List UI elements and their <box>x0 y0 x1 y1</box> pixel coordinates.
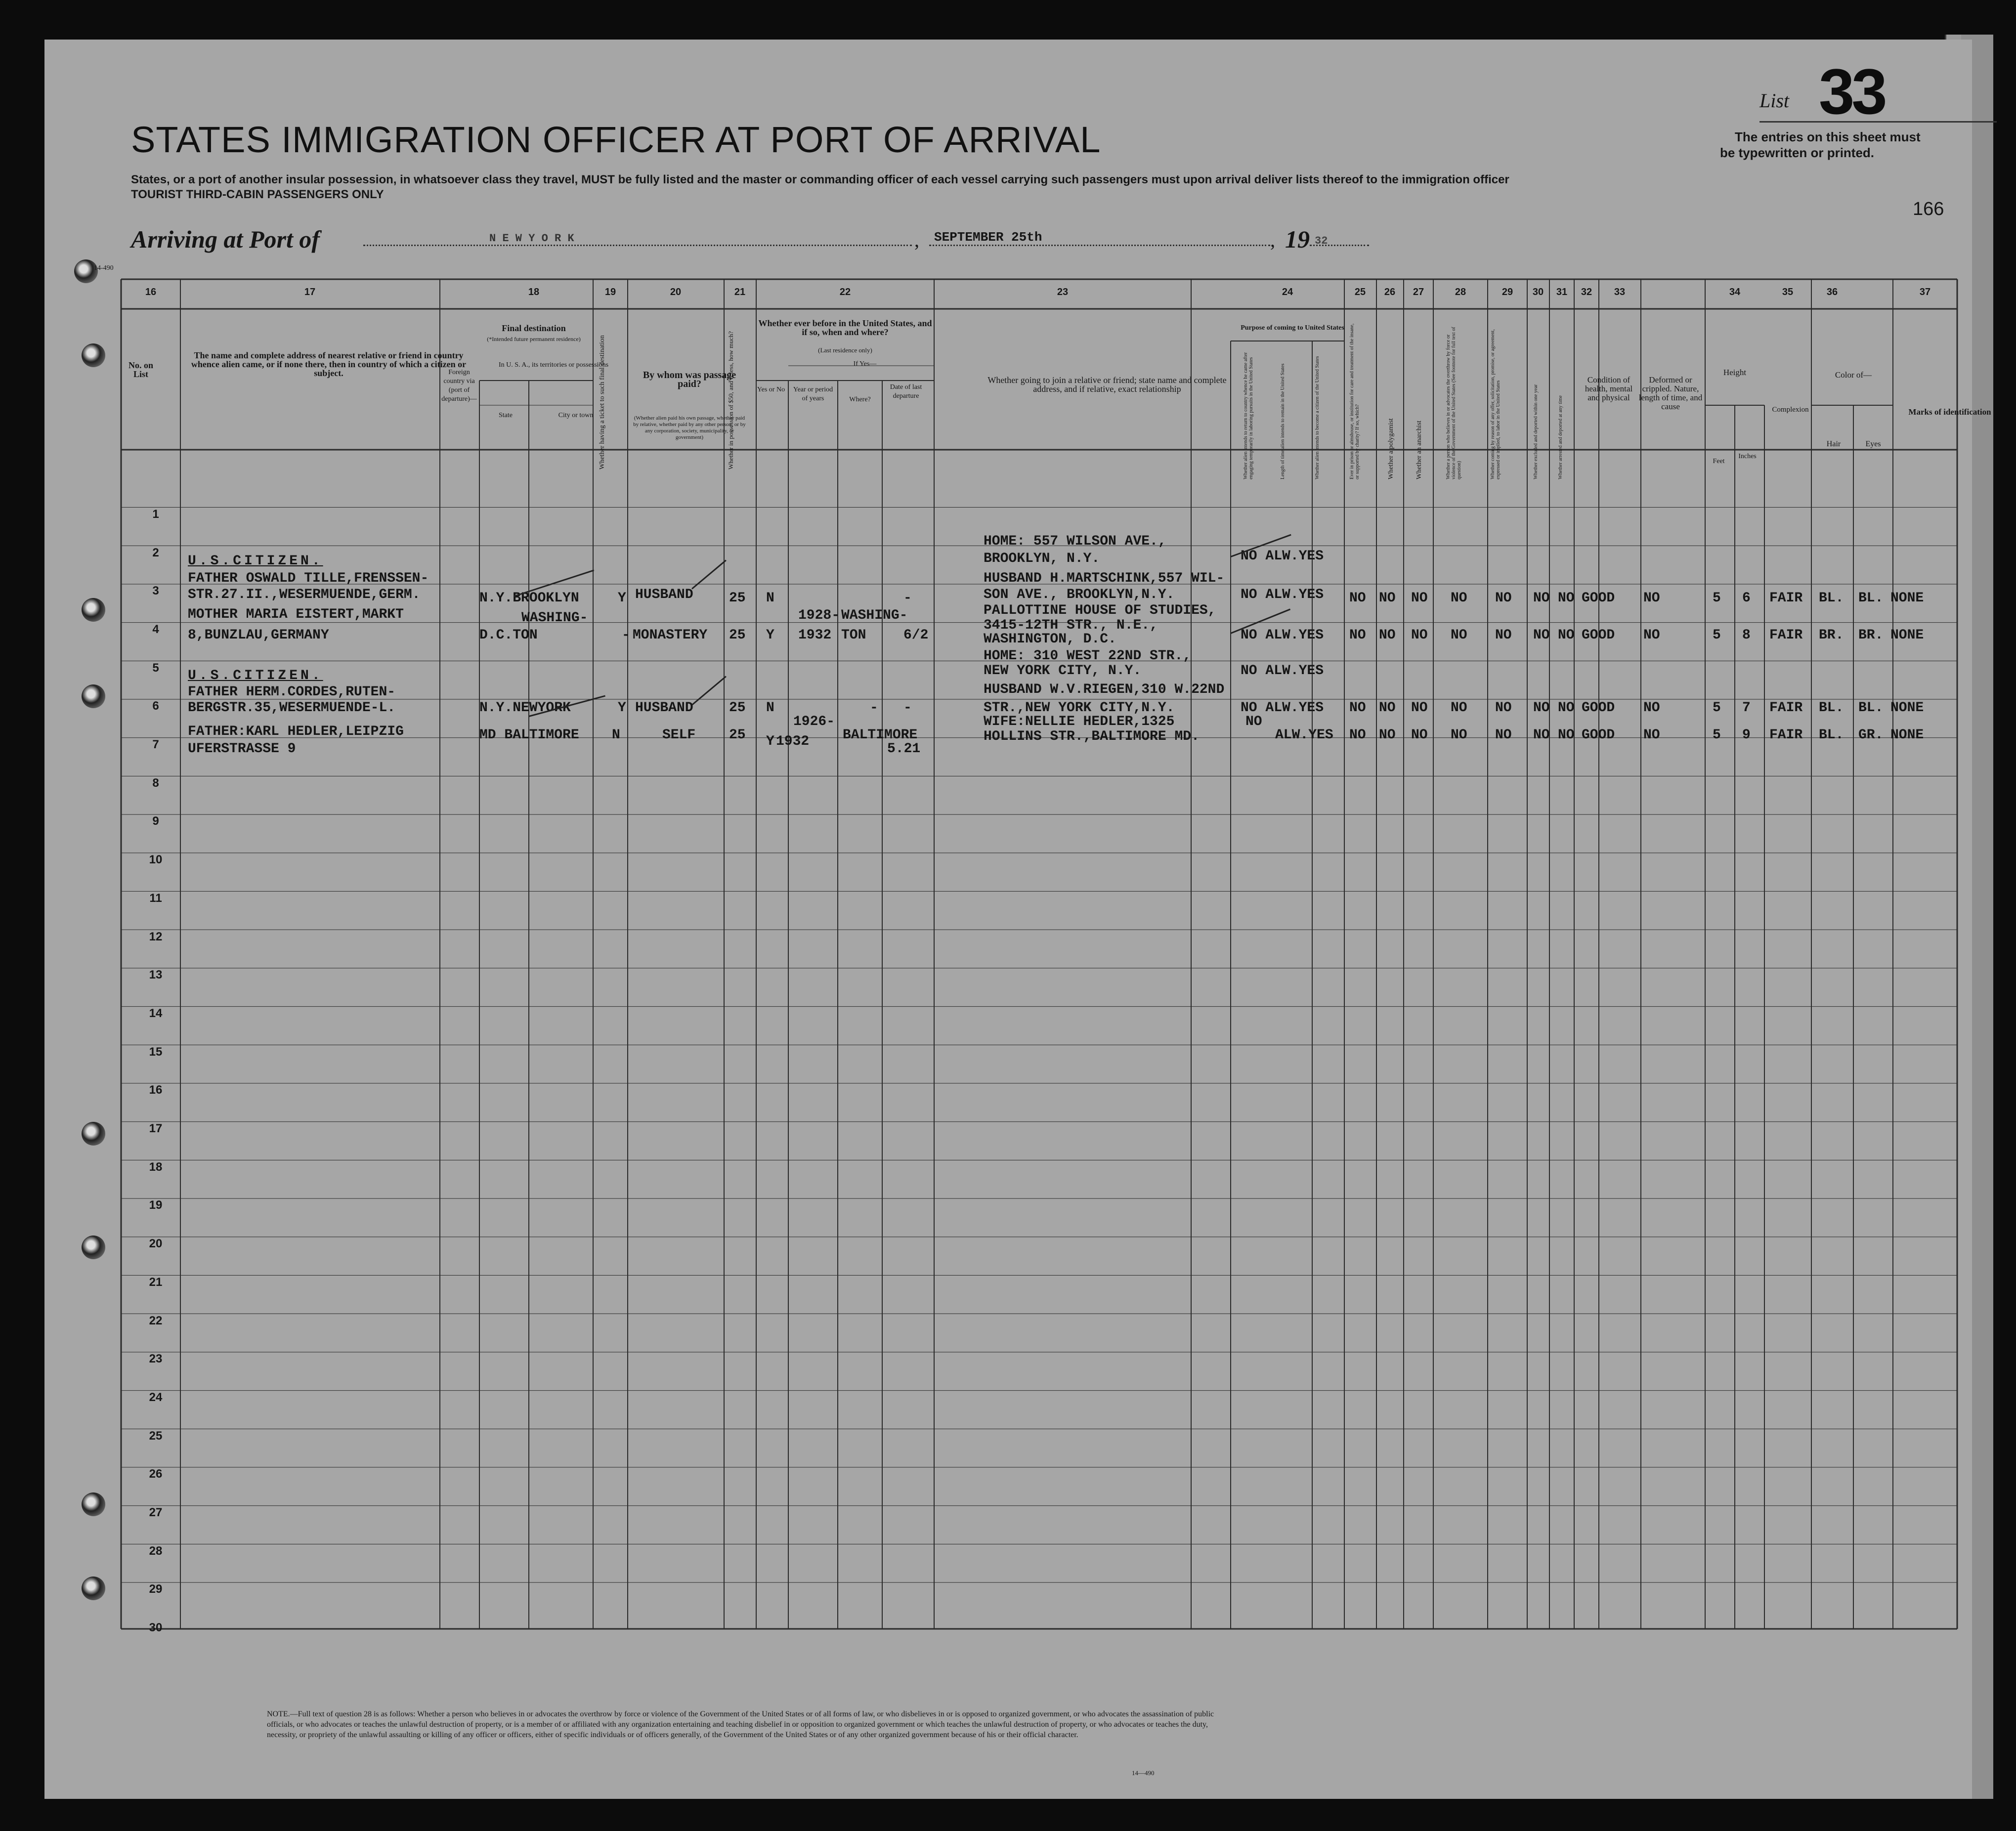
arriving-label: Arriving at Port of <box>131 225 320 253</box>
hdr-complexion: Complexion <box>1772 406 1809 414</box>
marks-value: NONE <box>1890 628 1924 643</box>
destination: D.C.TON <box>479 628 538 643</box>
row-number: 9 <box>152 814 159 828</box>
no-answer: NO <box>1349 591 1366 606</box>
hair-value: BL. <box>1819 591 1844 606</box>
hdr-year-period: Year or period of years <box>793 386 833 402</box>
comma: , <box>914 229 919 251</box>
join-line: HUSBAND H.MARTSCHINK,557 WIL- <box>984 571 1225 586</box>
row-number: 19 <box>149 1198 163 1212</box>
join-line: BROOKLYN, N.Y. <box>984 551 1100 566</box>
no-answer: NO <box>1451 727 1467 743</box>
port-value: N E W Y O R K <box>489 232 574 245</box>
hdr-height: Height <box>1723 368 1747 377</box>
height-inches: 7 <box>1742 700 1751 716</box>
passage-paid: SELF <box>662 727 696 743</box>
hdr-in-usa: In U. S. A., its territories or possessions <box>498 361 609 369</box>
column-number: 30 <box>1532 287 1544 298</box>
ever-before-years: 1928- <box>798 608 840 623</box>
row-number: 27 <box>149 1506 163 1520</box>
hdr-date-departure: Date of last departure <box>890 383 922 400</box>
no-answer: NO <box>1533 591 1550 606</box>
column-number: 26 <box>1384 287 1396 298</box>
ever-before-where: - <box>870 700 878 716</box>
join-line: HUSBAND W.V.RIEGEN,310 W.22ND <box>984 682 1225 697</box>
marks-value: NONE <box>1890 727 1924 743</box>
hdr-city: City or town <box>558 412 594 419</box>
row-number: 13 <box>149 968 163 982</box>
ticket-value: Y <box>618 700 626 716</box>
health-value: GOOD <box>1582 700 1615 716</box>
relative-line: FATHER HERM.CORDES,RUTEN- <box>188 684 396 700</box>
join-line: STR.,NEW YORK CITY,N.Y. <box>984 700 1175 716</box>
column-number: 27 <box>1413 287 1424 298</box>
ever-before-departure: - <box>903 591 912 606</box>
page-number: 166 <box>1913 199 1944 219</box>
row-number: 25 <box>149 1429 163 1443</box>
row-number: 2 <box>152 546 159 559</box>
relative-line: U.S.CITIZEN. <box>188 554 323 569</box>
no-answer: NO <box>1495 591 1512 606</box>
join-line: PALLOTTINE HOUSE OF STUDIES, <box>984 603 1216 618</box>
row-number: 5 <box>152 661 159 675</box>
row-number: 10 <box>149 853 163 867</box>
ever-before-years: 1932 <box>798 628 832 643</box>
hdr-passage-paid: By whom was passage paid? <box>643 370 736 389</box>
purpose-answers: NO <box>1245 714 1262 729</box>
row-number: 12 <box>149 930 163 943</box>
column-number: 32 <box>1581 287 1592 298</box>
deformed-value: NO <box>1643 591 1660 606</box>
comma: , <box>1270 229 1275 251</box>
money-value: 25 <box>729 727 746 743</box>
ticket-value: Y <box>618 591 626 606</box>
column-number: 29 <box>1501 287 1513 298</box>
join-line: SON AVE., BROOKLYN,N.Y. <box>984 587 1175 602</box>
row-number: 28 <box>149 1544 163 1558</box>
hair-value: BR. <box>1819 628 1844 643</box>
no-answer: NO <box>1558 628 1575 643</box>
row-number: 23 <box>149 1352 163 1366</box>
destination: N.Y.BROOKLYN <box>479 591 579 606</box>
health-value: GOOD <box>1582 628 1615 643</box>
passage-paid: HUSBAND <box>635 587 693 602</box>
hdr-join-relative: Whether going to join a relative or friend; state name and complete address, and if relative, exact relationship <box>987 375 1227 394</box>
passage-paid: MONASTERY <box>633 628 708 643</box>
no-answer: NO <box>1495 700 1512 716</box>
hdr-purpose: Purpose of coming to United States <box>1241 324 1344 332</box>
hdr-feet: Feet <box>1713 458 1725 465</box>
complexion-value: FAIR <box>1769 628 1803 643</box>
height-inches: 8 <box>1742 628 1751 643</box>
passage-paid: HUSBAND <box>635 700 693 716</box>
ever-before-years: 1932 <box>776 734 810 749</box>
eyes-value: BL. <box>1858 700 1884 716</box>
money-value: 25 <box>729 628 746 643</box>
health-value: GOOD <box>1582 591 1615 606</box>
row-number: 30 <box>149 1621 163 1635</box>
join-line: WASHINGTON, D.C. <box>984 632 1116 647</box>
ever-before-departure: 6/2 <box>903 628 929 643</box>
no-answer: NO <box>1411 591 1428 606</box>
ever-before-years: 1926- <box>793 714 835 729</box>
no-answer: NO <box>1558 700 1575 716</box>
relative-line: FATHER:KARL HEDLER,LEIPZIG <box>188 724 404 739</box>
purpose-answers: NO ALW.YES <box>1241 700 1324 716</box>
row-number: 16 <box>149 1083 163 1097</box>
no-answer: NO <box>1379 727 1396 743</box>
no-answer: NO <box>1495 628 1512 643</box>
column-number: 25 <box>1354 287 1366 298</box>
ever-before-yes-no: Y <box>766 734 774 749</box>
no-answer: NO <box>1349 700 1366 716</box>
destination: WASHING- <box>521 610 588 626</box>
no-answer: NO <box>1379 700 1396 716</box>
passenger-class: TOURIST THIRD-CABIN PASSENGERS ONLY <box>131 188 384 201</box>
entries-note-2: be typewritten or printed. <box>1720 145 1875 160</box>
column-number: 33 <box>1614 287 1626 298</box>
eyes-value: GR. <box>1858 727 1884 743</box>
hdr-polygamist: Whether a polygamist <box>1387 418 1395 479</box>
hdr-ticket: Whether having a ticket to such final destination <box>599 335 606 469</box>
no-answer: NO <box>1379 628 1396 643</box>
manifest-sheet <box>44 40 1991 1799</box>
height-inches: 6 <box>1742 591 1751 606</box>
hdr-marks: Marks of identification <box>1908 407 1991 417</box>
join-line: HOLLINS STR.,BALTIMORE MD. <box>984 729 1200 744</box>
row-number: 24 <box>149 1390 163 1404</box>
no-answer: NO <box>1558 727 1575 743</box>
row-number: 15 <box>149 1045 163 1059</box>
purpose-answers: NO ALW.YES <box>1241 663 1324 679</box>
form-instructions: States, or a port of another insular possession, in whatsoever class they travel, MUST be fully listed and the master or commanding officer of each vessel carrying such passengers must upon arrival deliver lists thereof to the immigration officer <box>131 173 1509 186</box>
ever-before-where: WASHING- <box>841 608 908 623</box>
hdr-q30: Whether excluded and deported within one year <box>1533 384 1539 479</box>
column-number: 31 <box>1556 287 1568 298</box>
column-number: 37 <box>1919 287 1931 298</box>
join-line: HOME: 310 WEST 22ND STR., <box>984 648 1192 664</box>
hair-value: BL. <box>1819 727 1844 743</box>
no-answer: NO <box>1349 727 1366 743</box>
hdr-final-destination: Final destination <box>502 323 566 333</box>
hdr-q31: Whether arrested and deported at any time <box>1558 395 1563 479</box>
height-feet: 5 <box>1713 591 1721 606</box>
hdr-passage-note: (Whether alien paid his own passage, whether paid by relative, whether paid by any other person, or by any corporation, society, municipality, or government) <box>633 415 746 440</box>
height-inches: 9 <box>1742 727 1751 743</box>
form-code: 14-490 <box>94 264 114 272</box>
column-number: 23 <box>1057 287 1069 298</box>
hdr-state: State <box>499 412 513 419</box>
ever-before-yes-no: N <box>766 591 774 606</box>
no-answer: NO <box>1411 700 1428 716</box>
row-number: 21 <box>149 1275 163 1289</box>
hdr-final-destination-note: (*Intended future permanent residence) <box>487 336 581 342</box>
hair-value: BL. <box>1819 700 1844 716</box>
row-number: 14 <box>149 1006 163 1020</box>
ticket-value: - <box>622 628 630 643</box>
purpose-answers: NO ALW.YES <box>1241 628 1324 643</box>
arrival-date: SEPTEMBER 25th <box>934 230 1042 245</box>
money-value: 25 <box>729 700 746 716</box>
column-number: 24 <box>1282 287 1293 298</box>
hdr-nearest-relative: The name and complete address of nearest relative or friend in country whence alien came, or if none there, then in country of which a citizen or subject. <box>191 350 467 378</box>
no-answer: NO <box>1349 628 1366 643</box>
column-number: 16 <box>145 287 157 298</box>
no-answer: NO <box>1451 628 1467 643</box>
row-number: 17 <box>149 1122 163 1136</box>
hdr-purpose-a: Whether alien intends to return to country whence he came after engaging temporarily in laboring pursuits in the United States <box>1243 352 1254 479</box>
hdr-where: Where? <box>849 396 871 403</box>
column-number: 34 <box>1729 287 1741 298</box>
no-answer: NO <box>1411 727 1428 743</box>
column-number: 20 <box>670 287 682 298</box>
ever-before-where: TON <box>841 628 866 643</box>
destination: N.Y.NEWYORK <box>479 700 571 716</box>
height-feet: 5 <box>1713 727 1721 743</box>
no-answer: NO <box>1533 628 1550 643</box>
hdr-q29: Whether coming by reason of any offer, solicitation, promise, or agreement, expressed or implied, to labor in the United States <box>1490 329 1501 479</box>
footer-code: 14—490 <box>1132 1769 1155 1777</box>
relative-line: U.S.CITIZEN. <box>188 668 323 683</box>
column-number: 36 <box>1826 287 1838 298</box>
hdr-condition: Condition of health, mental and physical <box>1585 375 1633 402</box>
purpose-answers: ALW.YES <box>1275 727 1333 743</box>
health-value: GOOD <box>1582 727 1615 743</box>
entries-note-1: The entries on this sheet must <box>1735 129 1921 144</box>
deformed-value: NO <box>1643 727 1660 743</box>
hdr-if-yes: If Yes— <box>853 360 877 368</box>
row-number: 3 <box>152 584 159 598</box>
ticket-value: N <box>612 727 620 743</box>
ever-before-departure: 5.21 <box>887 741 921 757</box>
no-answer: NO <box>1411 628 1428 643</box>
hdr-q28: Whether a person who believes in or advocates the overthrow by force or violence of the Government of the United States (See footnote for full text of question) <box>1446 327 1462 479</box>
hdr-foreign-country: Foreign country via (port of departure)— <box>441 369 477 403</box>
join-line: HOME: 557 WILSON AVE., <box>984 534 1166 549</box>
height-feet: 5 <box>1713 628 1721 643</box>
relative-line: FATHER OSWALD TILLE,FRENSSEN- <box>188 571 429 586</box>
deformed-value: NO <box>1643 700 1660 716</box>
hdr-anarchist: Whether an anarchist <box>1415 421 1423 479</box>
money-value: 25 <box>729 591 746 606</box>
complexion-value: FAIR <box>1769 591 1803 606</box>
list-number: 33 <box>1819 55 1885 128</box>
row-number: 8 <box>152 776 159 790</box>
eyes-value: BL. <box>1858 591 1884 606</box>
row-number: 11 <box>149 891 162 905</box>
complexion-value: FAIR <box>1769 727 1803 743</box>
row-number: 4 <box>152 622 159 636</box>
hdr-prison: Ever in prison or almshouse, or institution for care and treatment of the insane, or supported by charity? If so, which? <box>1349 323 1360 479</box>
row-number: 18 <box>149 1160 163 1174</box>
ever-before-yes-no: N <box>766 700 774 716</box>
marks-value: NONE <box>1890 591 1924 606</box>
no-answer: NO <box>1495 727 1512 743</box>
hdr-inches: Inches <box>1738 453 1757 460</box>
row-number: 22 <box>149 1314 163 1327</box>
hdr-purpose-c: Whether alien intends to become a citizen of the United States <box>1315 356 1320 479</box>
relative-line: MOTHER MARIA EISTERT,MARKT <box>188 607 404 622</box>
hdr-hair: Hair <box>1826 440 1841 448</box>
manifest-grid <box>44 40 1972 1799</box>
row-number: 7 <box>152 738 159 752</box>
row-number: 1 <box>152 507 159 521</box>
column-number: 18 <box>528 287 540 298</box>
footnote: NOTE.—Full text of question 28 is as follows: Whether a person who believes in or advocates the overthrow by force or violence of the Government of the United States or of all forms of law, or who disbelieves in or is opposed to organized government, or who advocates the assassination of public officials, or who advocates or teaches the unlawful destruction of property, or is a member of or affiliated with any organization entertaining and teaching disbelief in or opposition to organized government or which teaches the unlawful destruction of property, or who advocates or teaches the duty, necessity, or propriety of the unlawful assaulting or killing of any officer or officers, either of specific individuals or of officers generally, of the Government of the United States or of any other organized government because of his or their official character. <box>267 1710 1214 1739</box>
hdr-eyes: Eyes <box>1865 440 1881 448</box>
row-number: 29 <box>149 1582 163 1596</box>
hdr-ever-before: Whether ever before in the United States, and if so, when and where? <box>758 318 932 337</box>
height-feet: 5 <box>1713 700 1721 716</box>
form-title: STATES IMMIGRATION OFFICER AT PORT OF ARRIVAL <box>131 119 1101 160</box>
join-line: WIFE:NELLIE HEDLER,1325 <box>984 714 1175 729</box>
no-answer: NO <box>1379 591 1396 606</box>
deformed-value: NO <box>1643 628 1660 643</box>
column-number: 19 <box>604 287 616 298</box>
no-answer: NO <box>1451 591 1467 606</box>
column-number: 17 <box>304 287 316 298</box>
no-answer: NO <box>1533 700 1550 716</box>
purpose-answers: NO ALW.YES <box>1241 587 1324 602</box>
eyes-value: BR. <box>1858 628 1884 643</box>
relative-line: BERGSTR.35,WESERMUENDE-L. <box>188 700 396 716</box>
hdr-yes-no: Yes or No <box>757 386 785 393</box>
destination: MD BALTIMORE <box>479 727 579 743</box>
column-number: 21 <box>734 287 746 298</box>
ever-before-yes-no: Y <box>766 628 774 643</box>
no-answer: NO <box>1533 727 1550 743</box>
hdr-money: Whether in possession of $50, and if less, how much? <box>727 331 734 469</box>
hdr-deformed: Deformed or crippled. Nature, length of time, and cause <box>1638 375 1703 411</box>
hdr-purpose-b: Length of time alien intends to remain in the United States <box>1280 363 1286 479</box>
ever-before-departure: - <box>903 700 912 716</box>
relative-line: 8,BUNZLAU,GERMANY <box>188 628 329 643</box>
column-number: 35 <box>1782 287 1794 298</box>
marks-value: NONE <box>1890 700 1924 716</box>
row-number: 26 <box>149 1467 163 1481</box>
year-suffix: 32 <box>1315 235 1328 247</box>
complexion-value: FAIR <box>1769 700 1803 716</box>
year-prefix: 19 <box>1285 225 1310 253</box>
list-label: List <box>1759 89 1790 112</box>
ever-before-where: BALTIMORE <box>843 727 918 743</box>
hdr-last-residence: (Last residence only) <box>818 346 872 354</box>
join-line: 3415-12TH STR., N.E., <box>984 618 1158 633</box>
relative-line: UFERSTRASSE 9 <box>188 741 296 757</box>
purpose-answers: NO ALW.YES <box>1241 549 1324 564</box>
hdr-no-on-list: No. on List <box>128 360 153 379</box>
relative-line: STR.27.II.,WESERMUENDE,GERM. <box>188 587 421 602</box>
column-number: 28 <box>1455 287 1466 298</box>
column-number: 22 <box>839 287 851 298</box>
no-answer: NO <box>1451 700 1467 716</box>
join-line: NEW YORK CITY, N.Y. <box>984 663 1142 679</box>
row-number: 20 <box>149 1237 163 1251</box>
no-answer: NO <box>1558 591 1575 606</box>
row-number: 6 <box>152 699 159 713</box>
hdr-color-of: Color of— <box>1835 370 1872 380</box>
